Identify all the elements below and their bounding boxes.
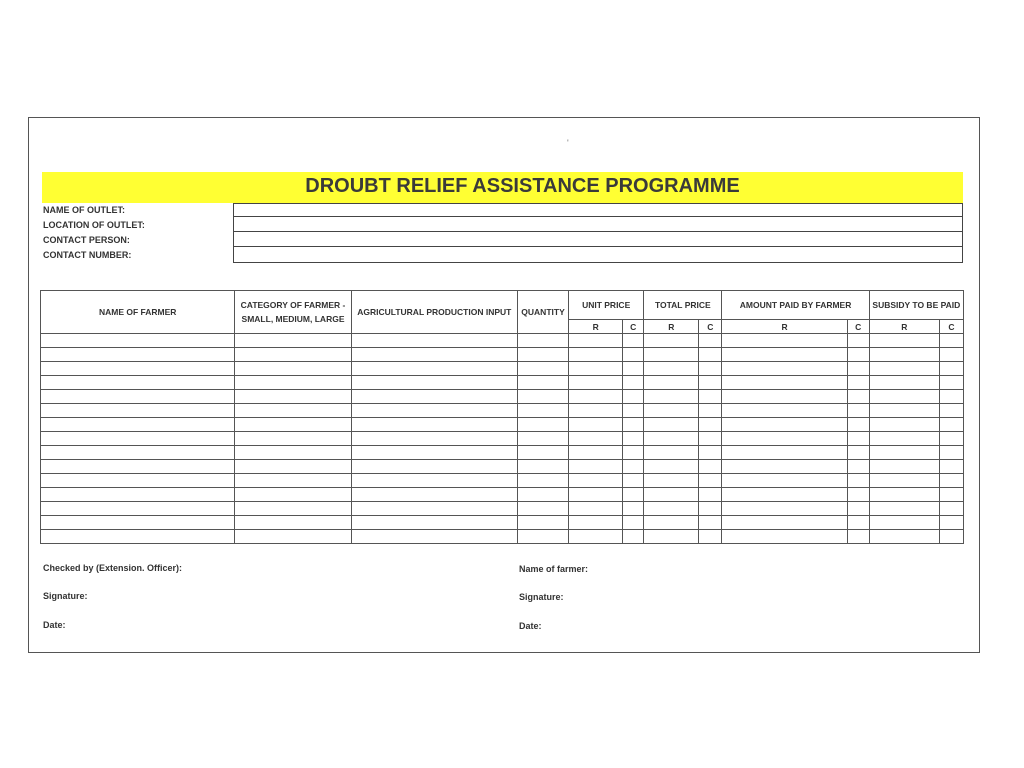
table-cell[interactable]	[722, 348, 847, 362]
table-cell[interactable]	[939, 404, 963, 418]
table-cell[interactable]	[847, 404, 869, 418]
table-cell[interactable]	[351, 474, 517, 488]
table-row	[41, 488, 964, 502]
date-right-label: Date:	[519, 621, 542, 631]
table-row	[41, 376, 964, 390]
table-cell[interactable]	[623, 432, 644, 446]
table-cell[interactable]	[351, 530, 517, 544]
table-cell[interactable]	[569, 334, 623, 348]
rand-label: R	[722, 320, 847, 334]
table-cell[interactable]	[517, 516, 568, 530]
table-cell[interactable]	[644, 404, 699, 418]
table-cell[interactable]	[722, 516, 847, 530]
table-cell[interactable]	[517, 446, 568, 460]
table-cell[interactable]	[644, 334, 699, 348]
table-cell[interactable]	[847, 348, 869, 362]
outlet-details-box	[233, 203, 963, 263]
table-cell[interactable]	[699, 516, 722, 530]
table-cell[interactable]	[569, 362, 623, 376]
table-row	[41, 460, 964, 474]
table-cell[interactable]	[644, 390, 699, 404]
table-cell[interactable]	[847, 390, 869, 404]
rand-label: R	[569, 320, 623, 334]
contact-person-field[interactable]	[234, 246, 962, 247]
table-cell[interactable]	[699, 432, 722, 446]
table-cell[interactable]	[569, 502, 623, 516]
table-cell[interactable]	[235, 348, 351, 362]
table-cell[interactable]	[869, 348, 939, 362]
table-cell[interactable]	[939, 530, 963, 544]
table-cell[interactable]	[517, 488, 568, 502]
table-cell[interactable]	[869, 530, 939, 544]
table-cell[interactable]	[699, 488, 722, 502]
table-cell[interactable]	[939, 502, 963, 516]
table-cell[interactable]	[41, 488, 235, 502]
table-cell[interactable]	[939, 390, 963, 404]
table-cell[interactable]	[41, 390, 235, 404]
table-cell[interactable]	[869, 446, 939, 460]
table-cell[interactable]	[517, 390, 568, 404]
table-cell[interactable]	[569, 530, 623, 544]
table-cell[interactable]	[569, 404, 623, 418]
table-cell[interactable]	[644, 488, 699, 502]
table-cell[interactable]	[847, 516, 869, 530]
table-cell[interactable]	[869, 390, 939, 404]
table-cell[interactable]	[351, 418, 517, 432]
subsidy-header: SUBSIDY TO BE PAID	[869, 291, 963, 320]
table-cell[interactable]	[939, 418, 963, 432]
table-cell[interactable]	[847, 376, 869, 390]
category-header	[235, 291, 351, 334]
table-cell[interactable]	[699, 530, 722, 544]
table-cell[interactable]	[569, 474, 623, 488]
table-cell[interactable]	[939, 446, 963, 460]
table-cell[interactable]	[847, 446, 869, 460]
table-cell[interactable]	[517, 474, 568, 488]
table-cell[interactable]	[569, 460, 623, 474]
contact-number-label: CONTACT NUMBER:	[43, 250, 132, 260]
table-cell[interactable]	[699, 474, 722, 488]
table-cell[interactable]	[623, 348, 644, 362]
table-cell[interactable]	[569, 348, 623, 362]
table-row	[41, 390, 964, 404]
signature-right-label: Signature:	[519, 592, 564, 602]
table-cell[interactable]	[235, 390, 351, 404]
table-cell[interactable]	[569, 446, 623, 460]
table-cell[interactable]	[644, 362, 699, 376]
table-cell[interactable]	[722, 446, 847, 460]
table-row	[41, 418, 964, 432]
table-cell[interactable]	[41, 348, 235, 362]
table-cell[interactable]	[623, 334, 644, 348]
table-cell[interactable]	[351, 446, 517, 460]
table-cell[interactable]	[351, 502, 517, 516]
table-cell[interactable]	[517, 460, 568, 474]
quantity-header: QUANTITY	[517, 291, 568, 334]
table-cell[interactable]	[847, 460, 869, 474]
table-cell[interactable]	[722, 474, 847, 488]
table-cell[interactable]	[41, 418, 235, 432]
table-row	[41, 362, 964, 376]
outlet-location-field[interactable]	[234, 231, 962, 232]
table-cell[interactable]	[41, 474, 235, 488]
table-cell[interactable]	[939, 432, 963, 446]
table-cell[interactable]	[517, 362, 568, 376]
table-row	[41, 516, 964, 530]
table-cell[interactable]	[623, 390, 644, 404]
table-cell[interactable]	[699, 390, 722, 404]
table-cell[interactable]	[869, 488, 939, 502]
table-cell[interactable]	[722, 418, 847, 432]
table-cell[interactable]	[623, 376, 644, 390]
checked-by-label: Checked by (Extension. Officer):	[43, 563, 183, 573]
table-cell[interactable]	[722, 502, 847, 516]
table-cell[interactable]	[644, 502, 699, 516]
table-cell[interactable]	[939, 488, 963, 502]
table-cell[interactable]	[623, 362, 644, 376]
table-cell[interactable]	[41, 502, 235, 516]
table-cell[interactable]	[623, 488, 644, 502]
table-row	[41, 404, 964, 418]
table-cell[interactable]	[235, 502, 351, 516]
name-of-farmer-label: Name of farmer:	[519, 564, 589, 574]
total-price-header: TOTAL PRICE	[644, 291, 722, 320]
table-cell[interactable]	[847, 474, 869, 488]
table-cell[interactable]	[569, 390, 623, 404]
table-cell[interactable]	[939, 376, 963, 390]
table-cell[interactable]	[517, 432, 568, 446]
table-cell[interactable]	[847, 334, 869, 348]
table-cell[interactable]	[351, 404, 517, 418]
table-cell[interactable]	[569, 516, 623, 530]
name-of-farmer-header: NAME OF FARMER	[41, 291, 235, 334]
table-cell[interactable]	[644, 460, 699, 474]
table-cell[interactable]	[869, 334, 939, 348]
table-cell[interactable]	[517, 530, 568, 544]
table-cell[interactable]	[847, 362, 869, 376]
cent-label: C	[847, 320, 869, 334]
table-cell[interactable]	[623, 418, 644, 432]
unit-price-header: UNIT PRICE	[569, 291, 644, 320]
table-cell[interactable]	[939, 348, 963, 362]
table-cell[interactable]	[939, 362, 963, 376]
table-cell[interactable]	[869, 502, 939, 516]
table-cell[interactable]	[517, 404, 568, 418]
contact-person-label: CONTACT PERSON:	[43, 235, 130, 245]
table-cell[interactable]	[517, 418, 568, 432]
table-cell[interactable]	[235, 530, 351, 544]
table-cell[interactable]	[644, 530, 699, 544]
input-header: AGRICULTURAL PRODUCTION INPUT	[351, 291, 517, 334]
table-cell[interactable]	[235, 474, 351, 488]
table-cell[interactable]	[699, 362, 722, 376]
table-row	[41, 348, 964, 362]
table-row	[41, 334, 964, 348]
signature-left-label: Signature:	[43, 591, 88, 601]
table-cell[interactable]	[847, 432, 869, 446]
table-cell[interactable]	[644, 432, 699, 446]
table-cell[interactable]	[517, 334, 568, 348]
table-cell[interactable]	[41, 432, 235, 446]
table-cell[interactable]	[41, 460, 235, 474]
table-cell[interactable]	[939, 334, 963, 348]
table-cell[interactable]	[722, 334, 847, 348]
outlet-name-field[interactable]	[234, 216, 962, 217]
table-cell[interactable]	[722, 376, 847, 390]
table-cell[interactable]	[623, 446, 644, 460]
table-cell[interactable]	[569, 432, 623, 446]
date-left-label: Date:	[43, 620, 66, 630]
table-row	[41, 446, 964, 460]
table-cell[interactable]	[699, 502, 722, 516]
table-cell[interactable]	[699, 418, 722, 432]
table-cell[interactable]	[869, 362, 939, 376]
farmer-table	[40, 290, 964, 544]
title-banner	[42, 172, 963, 203]
table-cell[interactable]	[847, 502, 869, 516]
table-cell[interactable]	[644, 446, 699, 460]
table-cell[interactable]	[722, 390, 847, 404]
table-cell[interactable]	[623, 502, 644, 516]
table-cell[interactable]	[939, 460, 963, 474]
table-cell[interactable]	[351, 516, 517, 530]
outlet-name-label: NAME OF OUTLET:	[43, 205, 125, 215]
table-cell[interactable]	[722, 432, 847, 446]
table-cell[interactable]	[41, 516, 235, 530]
table-cell[interactable]	[869, 376, 939, 390]
table-cell[interactable]	[235, 516, 351, 530]
table-cell[interactable]	[235, 488, 351, 502]
table-cell[interactable]	[644, 418, 699, 432]
table-row	[41, 474, 964, 488]
table-cell[interactable]	[939, 474, 963, 488]
table-row	[41, 502, 964, 516]
table-cell[interactable]	[869, 474, 939, 488]
table-cell[interactable]	[869, 432, 939, 446]
table-cell[interactable]	[41, 376, 235, 390]
cent-label: C	[623, 320, 644, 334]
table-cell[interactable]	[847, 418, 869, 432]
table-cell[interactable]	[699, 376, 722, 390]
table-cell[interactable]	[869, 418, 939, 432]
table-cell[interactable]	[644, 516, 699, 530]
table-cell[interactable]	[41, 530, 235, 544]
table-cell[interactable]	[722, 404, 847, 418]
table-cell[interactable]	[939, 516, 963, 530]
table-row	[41, 530, 964, 544]
table-cell[interactable]	[517, 502, 568, 516]
table-cell[interactable]	[869, 404, 939, 418]
amount-paid-header: AMOUNT PAID BY FARMER	[722, 291, 869, 320]
table-cell[interactable]	[569, 376, 623, 390]
table-cell[interactable]	[351, 390, 517, 404]
table-cell[interactable]	[351, 376, 517, 390]
table-cell[interactable]	[623, 516, 644, 530]
form-title: DROUBT RELIEF ASSISTANCE PROGRAMME	[305, 175, 740, 197]
table-cell[interactable]	[644, 348, 699, 362]
table-cell[interactable]	[722, 460, 847, 474]
table-cell[interactable]	[569, 488, 623, 502]
table-cell[interactable]	[41, 404, 235, 418]
table-cell[interactable]	[351, 334, 517, 348]
table-cell[interactable]	[699, 348, 722, 362]
table-cell[interactable]	[235, 418, 351, 432]
category-header-line2: SMALL, MEDIUM, LARGE	[241, 314, 345, 324]
table-cell[interactable]	[623, 404, 644, 418]
outlet-location-label: LOCATION OF OUTLET:	[43, 220, 145, 230]
table-body	[41, 334, 964, 544]
table-cell[interactable]	[235, 432, 351, 446]
table-cell[interactable]	[235, 362, 351, 376]
table-cell[interactable]	[351, 432, 517, 446]
table-cell[interactable]	[41, 446, 235, 460]
table-cell[interactable]	[41, 362, 235, 376]
table-cell[interactable]	[722, 362, 847, 376]
scan-mark: '	[567, 138, 569, 148]
table-cell[interactable]	[699, 404, 722, 418]
table-cell[interactable]	[644, 474, 699, 488]
cent-label: C	[699, 320, 722, 334]
table-cell[interactable]	[847, 530, 869, 544]
table-cell[interactable]	[235, 376, 351, 390]
table-cell[interactable]	[351, 460, 517, 474]
table-cell[interactable]	[644, 376, 699, 390]
table-cell[interactable]	[869, 460, 939, 474]
table-cell[interactable]	[699, 460, 722, 474]
cent-label: C	[939, 320, 963, 334]
table-cell[interactable]	[235, 404, 351, 418]
table-cell[interactable]	[699, 334, 722, 348]
table-cell[interactable]	[623, 460, 644, 474]
table-cell[interactable]	[699, 446, 722, 460]
table-row	[41, 432, 964, 446]
table-cell[interactable]	[235, 460, 351, 474]
rand-label: R	[644, 320, 699, 334]
table-cell[interactable]	[41, 334, 235, 348]
table-cell[interactable]	[623, 530, 644, 544]
table-cell[interactable]	[722, 530, 847, 544]
table-cell[interactable]	[351, 362, 517, 376]
category-header-line1: CATEGORY OF FARMER -	[240, 300, 346, 310]
table-cell[interactable]	[351, 488, 517, 502]
table-cell[interactable]	[235, 446, 351, 460]
table-cell[interactable]	[517, 348, 568, 362]
table-cell[interactable]	[569, 418, 623, 432]
table-cell[interactable]	[847, 488, 869, 502]
table-cell[interactable]	[722, 488, 847, 502]
table-cell[interactable]	[869, 516, 939, 530]
table-cell[interactable]	[235, 334, 351, 348]
table-cell[interactable]	[623, 474, 644, 488]
table-cell[interactable]	[351, 348, 517, 362]
rand-label: R	[869, 320, 939, 334]
table-cell[interactable]	[517, 376, 568, 390]
